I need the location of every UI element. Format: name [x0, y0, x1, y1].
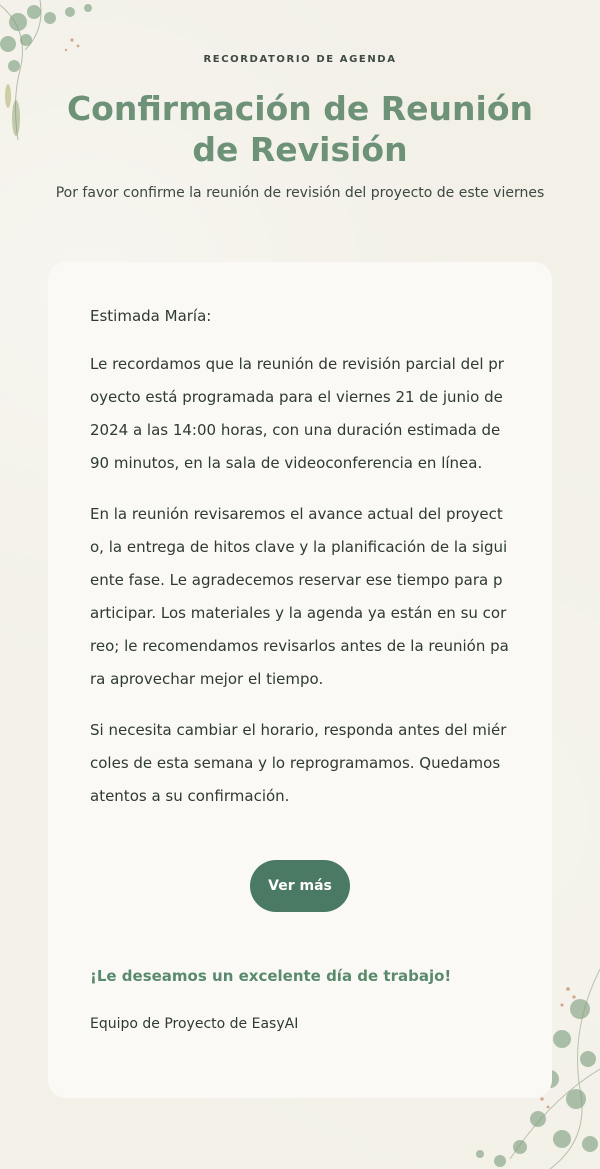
paragraph-reschedule: Si necesita cambiar el horario, responda antes del miércoles de esta semana y lo reprogramamos. Quedamos atentos a su confirmación.: [90, 721, 507, 805]
signature: Equipo de Proyecto de EasyAI: [90, 1016, 299, 1032]
message-body: [90, 304, 510, 831]
closing-message: ¡Le deseamos un excelente día de trabajo!: [90, 967, 452, 985]
greeting: Estimada María:: [90, 307, 212, 325]
paragraph-agenda: En la reunión revisaremos el avance actual del proyecto, la entrega de hitos clave y la planificación de la siguiente fase. Le agradecemos reservar ese tiempo para participar. Los materiales y la agenda ya están en su correo; le recomendamos revisarlos antes de la reunión para aprovechar mejor el tiempo.: [90, 505, 509, 688]
page-title: Confirmación de Reunión de Revisión: [66, 89, 534, 169]
cta-container: [48, 860, 552, 912]
paragraph-schedule: Le recordamos que la reunión de revisión parcial del proyecto está programada para el viernes 21 de junio de 2024 a las 14:00 horas, con una duración estimada de 90 minutos, en la sala de videoconferencia en línea.: [90, 355, 504, 472]
message-card: [48, 262, 552, 1098]
eyebrow-label: RECORDATORIO DE AGENDA: [203, 54, 397, 65]
page-subtitle: Por favor confirme la reunión de revisión del proyecto de este viernes: [55, 185, 545, 201]
see-more-button[interactable]: Ver más: [250, 860, 350, 912]
